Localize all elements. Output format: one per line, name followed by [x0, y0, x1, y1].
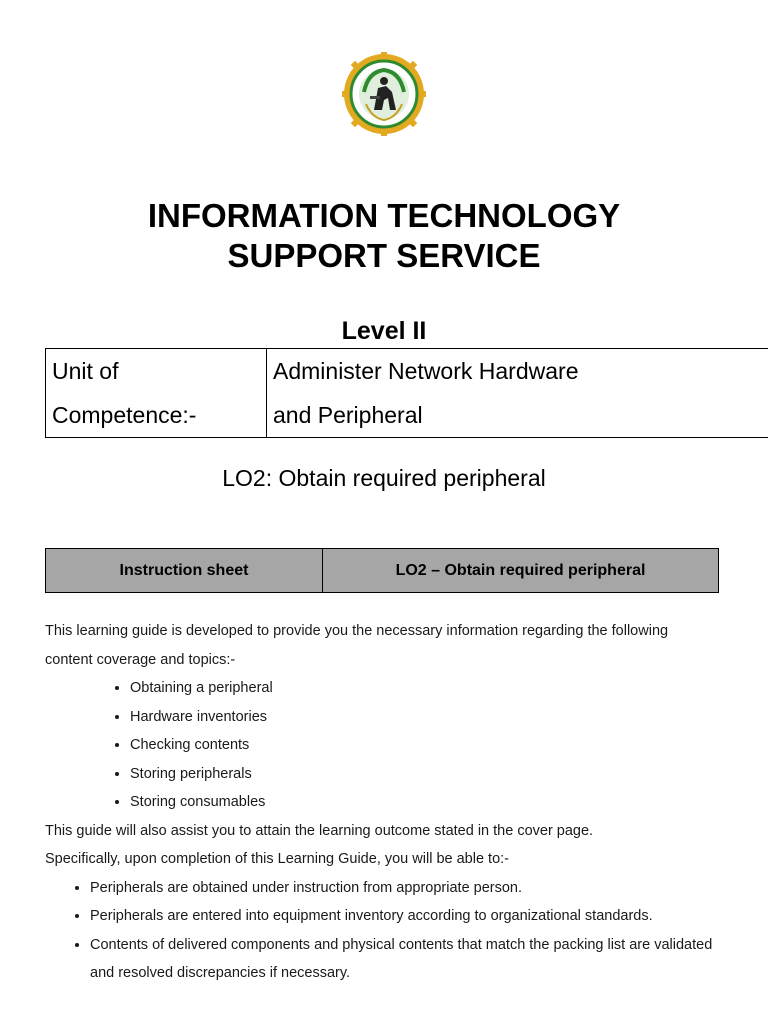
- topic-item: • Hardware inventories: [130, 703, 735, 732]
- document-title: [0, 196, 768, 276]
- instruction-sheet-table: [45, 548, 719, 593]
- level-heading: Level II: [341, 317, 427, 345]
- unit-value-line-1: Administer Network Hardware: [273, 358, 579, 384]
- body-text: [45, 617, 735, 988]
- federal-tvet-agency-logo: [342, 52, 426, 136]
- unit-label-line-2: Competence:-: [52, 402, 197, 428]
- outcome-item: • Peripherals are obtained under instruction from appropriate person.: [90, 874, 735, 903]
- unit-value-cell: [267, 349, 768, 438]
- intro-line-1: This learning guide is developed to provide you the necessary information regarding the following: [45, 623, 669, 639]
- unit-of-competence-table: [45, 348, 768, 438]
- intro-line-2: content coverage and topics:-: [45, 651, 236, 668]
- unit-label-line-1: Unit of: [52, 358, 119, 384]
- title-line-1: INFORMATION TECHNOLOGY: [147, 197, 621, 234]
- topic-item: • Checking contents: [130, 731, 735, 760]
- instruction-sheet-label: Instruction sheet: [46, 549, 323, 593]
- instruction-sheet-lo: LO2 – Obtain required peripheral: [323, 549, 719, 593]
- outcome-item: • Contents of delivered components and physical contents that match the packing list are validated and resolved discrepancies if necessary.: [90, 931, 735, 988]
- unit-value-line-2: and Peripheral: [273, 402, 423, 428]
- topic-item: • Obtaining a peripheral: [130, 674, 735, 703]
- outcomes-list: [45, 874, 735, 988]
- learning-outcome-heading: LO2: Obtain required peripheral: [222, 465, 546, 491]
- assist-line-1: This guide will also assist you to attain the learning outcome stated in the cover page.: [45, 822, 594, 839]
- topics-list: [45, 674, 735, 817]
- outcome-item: • Peripherals are entered into equipment inventory according to organizational standards.: [90, 902, 735, 931]
- topic-item: • Storing peripherals: [130, 760, 735, 789]
- assist-line-2: Specifically, upon completion of this Learning Guide, you will be able to:-: [45, 851, 509, 867]
- topic-item: • Storing consumables: [130, 788, 735, 817]
- unit-label-cell: [46, 349, 267, 438]
- title-line-2: SUPPORT SERVICE: [227, 237, 541, 274]
